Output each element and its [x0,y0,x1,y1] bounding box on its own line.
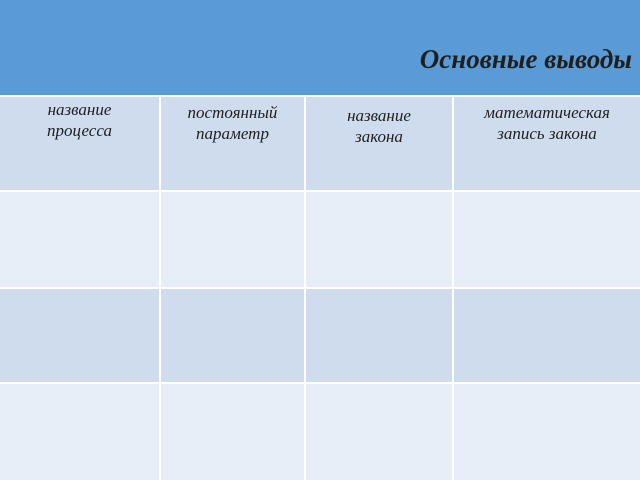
header-cell-constant-parameter [161,97,304,190]
grid-line-h1 [0,95,640,97]
header-law-name-line2: закона [355,127,403,146]
header-math-notation-line2: запись закона [497,124,597,143]
header-law-name-line1: название [347,106,411,125]
table-cell-r2-c2[interactable] [161,289,304,382]
table-cell-r2-c3[interactable] [306,289,452,382]
grid-line-v2 [304,97,306,480]
header-cell-math-notation [454,97,640,190]
grid-line-v1 [159,97,161,480]
header-process-name-line2: процесса [47,121,112,140]
table-cell-r1-c1[interactable] [0,192,159,287]
table-cell-r1-c2[interactable] [161,192,304,287]
table-cell-r3-c1[interactable] [0,384,159,480]
header-process-name-line1: название [47,100,112,119]
header-constant-parameter-line1: постоянный [187,103,278,122]
table-cell-r3-c2[interactable] [161,384,304,480]
table-title: Основные выводы [419,44,632,74]
grid-line-v3 [452,97,454,480]
header-math-notation-line1: математическая [484,103,610,122]
table-cell-r2-c1[interactable] [0,289,159,382]
table-title-row [0,0,640,95]
header-cell-process-name [0,97,159,190]
table-cell-r1-c4[interactable] [454,192,640,287]
table-cell-r3-c3[interactable] [306,384,452,480]
table-cell-r1-c3[interactable] [306,192,452,287]
header-constant-parameter-line2: параметр [196,124,269,143]
header-cell-law-name [306,97,452,190]
table-cell-r2-c4[interactable] [454,289,640,382]
grid-line-h3 [0,287,640,289]
grid-line-h4 [0,382,640,384]
grid-line-h2 [0,190,640,192]
table-cell-r3-c4[interactable] [454,384,640,480]
